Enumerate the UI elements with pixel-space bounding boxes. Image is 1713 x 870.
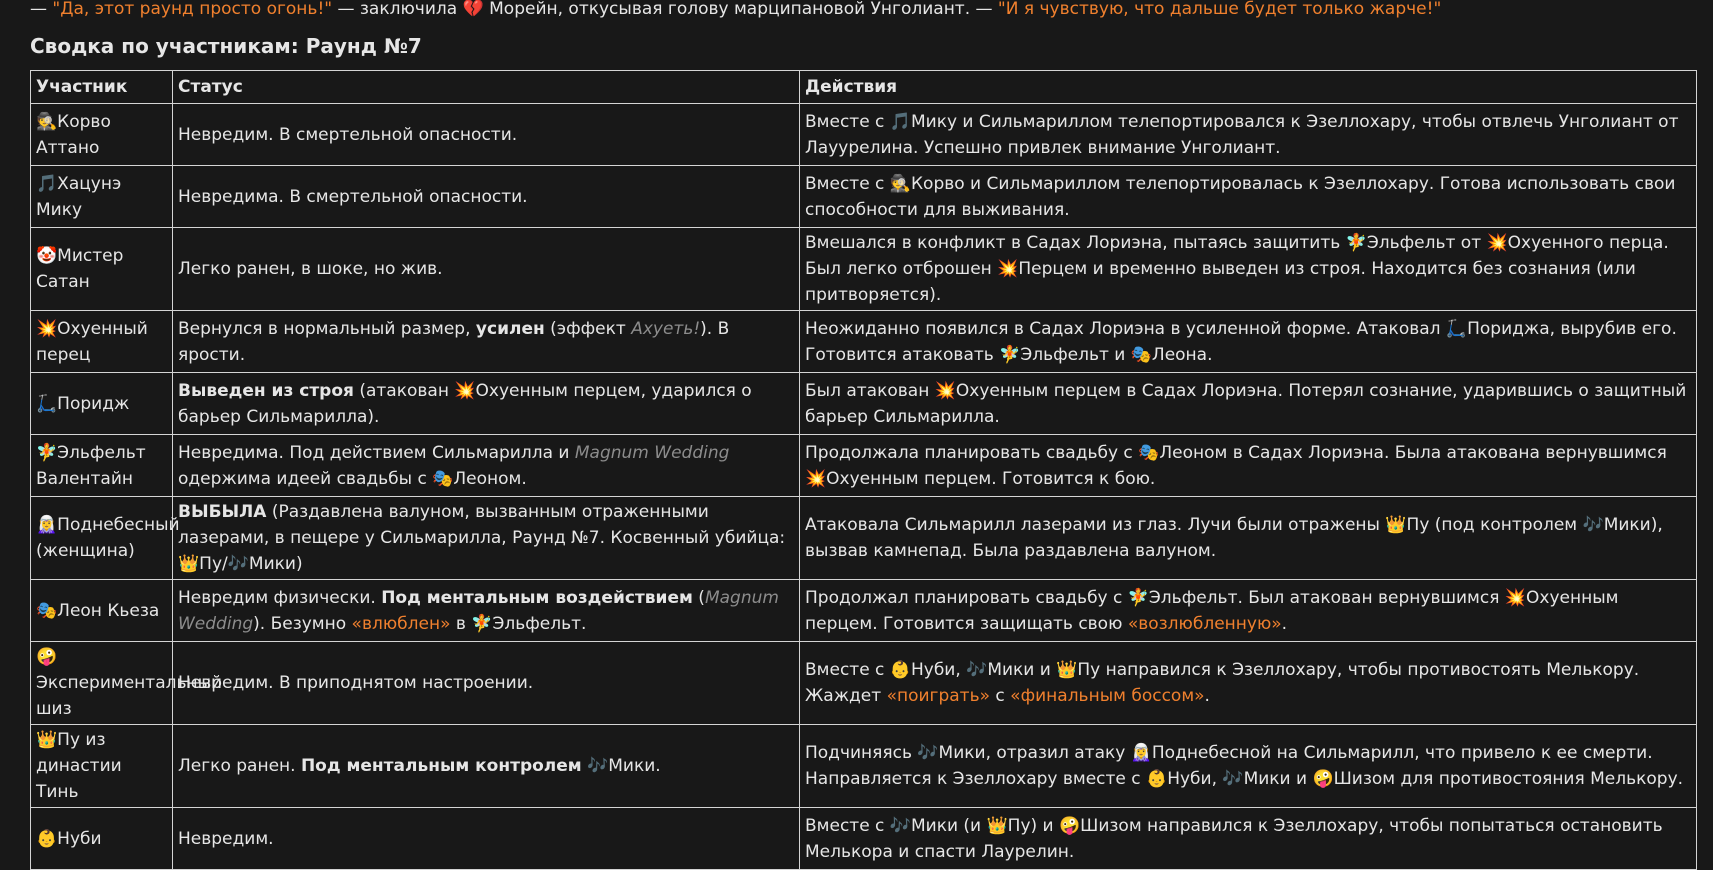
- header-status: Статус: [173, 71, 800, 104]
- table-row: [31, 808, 1697, 870]
- participant-name: 🧝‍♀️Поднебесный (женщина): [31, 497, 173, 580]
- table-row: [31, 435, 1697, 497]
- participant-status: Невредима. В смертельной опасности.: [173, 166, 800, 228]
- table-row: [31, 497, 1697, 580]
- participant-name: 🎭Леон Кьеза: [31, 580, 173, 642]
- participant-status: Невредим физически. Под ментальным воздействием (Magnum Wedding). Безумно «влюблен» в 🧚Эльфельт.: [173, 580, 800, 642]
- participant-actions: Вместе с 🎵Мику и Сильмариллом телепортировался к Эзеллохару, чтобы отвлечь Унголиант от Лауурелина. Успешно привлек внимание Унголиант.: [800, 104, 1697, 166]
- participant-status: ВЫБЫЛА (Раздавлена валуном, вызванным отраженными лазерами, в пещере у Сильмарилла, Раунд №7. Косвенный убийца: 👑Пу/🎶Мики): [173, 497, 800, 580]
- participant-name: 👶Нуби: [31, 808, 173, 870]
- participant-status: Легко ранен, в шоке, но жив.: [173, 228, 800, 311]
- participant-name: 🤡Мистер Сатан: [31, 228, 173, 311]
- participant-actions: Вмешался в конфликт в Садах Лориэна, пытаясь защитить 🧚Эльфельт от 💥Охуенного перца. Был легко отброшен 💥Перцем и временно выведен из строя. Находится без сознания (или притворяется).: [800, 228, 1697, 311]
- participant-status: Выведен из строя (атакован 💥Охуенным перцем, ударился о барьер Сильмарилла).: [173, 373, 800, 435]
- participant-status: Невредим.: [173, 808, 800, 870]
- intro-line: [30, 0, 1441, 22]
- participant-status: Невредима. Под действием Сильмарилла и Magnum Wedding одержима идеей свадьбы с 🎭Леоном.: [173, 435, 800, 497]
- participant-actions: Продолжал планировать свадьбу с 🧚Эльфельт. Был атакован вернувшимся 💥Охуенным перцем. Готовится защищать свою «возлюбленную».: [800, 580, 1697, 642]
- participant-name: 🕵️Корво Аттано: [31, 104, 173, 166]
- participant-name: 🛴Поридж: [31, 373, 173, 435]
- participant-name: 👑Пу из династии Тинь: [31, 725, 173, 808]
- participant-actions: Вместе с 🎶Мики (и 👑Пу) и 🤪Шизом направился к Эзеллохару, чтобы попытаться остановить Мелькора и спасти Лаурелин.: [800, 808, 1697, 870]
- table-row: [31, 228, 1697, 311]
- table-header-row: [31, 71, 1697, 104]
- participant-actions: Вместе с 🕵️Корво и Сильмариллом телепортировалась к Эзеллохару. Готова использовать свои способности для выживания.: [800, 166, 1697, 228]
- table-row: [31, 642, 1697, 725]
- participant-status: Легко ранен. Под ментальным контролем 🎶Мики.: [173, 725, 800, 808]
- header-actions: Действия: [800, 71, 1697, 104]
- participant-actions: Атаковала Сильмарилл лазерами из глаз. Лучи были отражены 👑Пу (под контролем 🎶Мики), вызвав камнепад. Была раздавлена валуном.: [800, 497, 1697, 580]
- table-row: [31, 104, 1697, 166]
- table-row: [31, 580, 1697, 642]
- intro-middle: — заключила 💔 Морейн, откусывая голову марципановой Унголиант. —: [332, 0, 998, 19]
- intro-quote-1: "Да, этот раунд просто огонь!": [52, 0, 333, 19]
- participant-actions: Был атакован 💥Охуенным перцем в Садах Лориэна. Потерял сознание, ударившись о защитный барьер Сильмарилла.: [800, 373, 1697, 435]
- table-row: [31, 373, 1697, 435]
- participant-name: 🧚Эльфельт Валентайн: [31, 435, 173, 497]
- participant-name: 🤪Экспериментальный шиз: [31, 642, 173, 725]
- header-participant: Участник: [31, 71, 173, 104]
- participant-actions: Продолжала планировать свадьбу с 🎭Леоном в Садах Лориэна. Была атакована вернувшимся 💥Охуенным перцем. Готовится к бою.: [800, 435, 1697, 497]
- participant-actions: Неожиданно появился в Садах Лориэна в усиленной форме. Атаковал 🛴Пориджа, вырубив его. Готовится атаковать 🧚Эльфельт и 🎭Леона.: [800, 311, 1697, 373]
- participant-name: 💥Охуенный перец: [31, 311, 173, 373]
- table-row: [31, 311, 1697, 373]
- participant-status: Вернулся в нормальный размер, усилен (эффект Ахуеть!). В ярости.: [173, 311, 800, 373]
- table-row: [31, 725, 1697, 808]
- participants-table: [30, 70, 1697, 870]
- participant-status: Невредим. В приподнятом настроении.: [173, 642, 800, 725]
- participant-actions: Подчиняясь 🎶Мики, отразил атаку 🧝‍♀️Поднебесной на Сильмарилл, что привело к ее смерти. Направляется к Эзеллохару вместе с 👶Нуби, 🎶Мики и 🤪Шизом для противостояния Мелькору.: [800, 725, 1697, 808]
- participant-status: Невредим. В смертельной опасности.: [173, 104, 800, 166]
- intro-prefix: —: [30, 0, 53, 19]
- participant-actions: Вместе с 👶Нуби, 🎶Мики и 👑Пу направился к Эзеллохару, чтобы противостоять Мелькору. Жаждет «поиграть» с «финальным боссом».: [800, 642, 1697, 725]
- page-title: Сводка по участникам: Раунд №7: [30, 34, 422, 58]
- participant-name: 🎵Хацунэ Мику: [31, 166, 173, 228]
- table-row: [31, 166, 1697, 228]
- intro-quote-2: "И я чувствую, что дальше будет только жарче!": [997, 0, 1442, 19]
